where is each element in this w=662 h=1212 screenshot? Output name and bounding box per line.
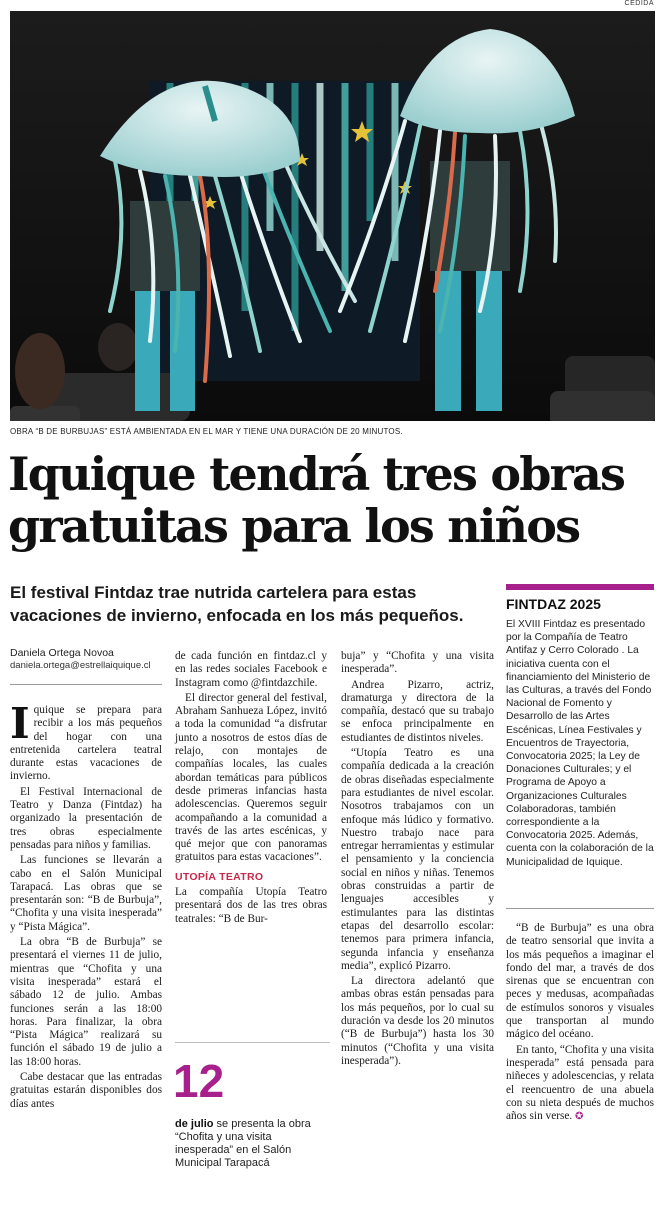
- headline: Iquique tendrá tres obras gratuitas para los niños: [8, 447, 625, 553]
- callout-body: se presenta la obra “Chofita y una visita inesperada” en el Salón Municipal Tarapacá: [175, 1118, 311, 1169]
- end-mark-icon: ✪: [575, 1111, 584, 1123]
- drop-cap: I: [10, 699, 30, 748]
- author-name: Daniela Ortega Novoa: [10, 647, 114, 659]
- callout-divider: [175, 1042, 330, 1043]
- byline-divider: [10, 684, 162, 685]
- paragraph: La compañía Utopía Teatro presentará dos de las tres obras teatrales: “B de Bur-: [175, 886, 327, 925]
- paragraph: buja” y “Chofita y una visita inesperada”.: [341, 650, 494, 676]
- byline: [10, 647, 170, 671]
- article-column-1: [10, 699, 162, 1113]
- sidebar-title: FINTDAZ 2025: [506, 596, 601, 612]
- paragraph: Las funciones se llevarán a cabo en el Salón Municipal Tarapacá. Las obras que se presentarán son: “B de Burbuja”, “Chofita y una visita inesperada” y “Pista Mágica”.: [10, 854, 162, 933]
- paragraph: “Utopía Teatro es una compañía dedicada a la creación de obras diseñadas especialmente para estudiantes de nivel escolar. Nosotros trabajamos con un enfoque más lúdico y formativo. Nuestro trabajo nace para entregar herramientas y estimular el pensamiento y la conciencia social en niños y niñas. Tenemos obras construidas a partir de lenguajes accesibles y estimulantes para las distintas etapas del desarrollo escolar: tenemos para primera infancia, segunda infancia y enseñanza media”, explicó Pizarro.: [341, 747, 494, 972]
- paragraph: de cada función en fintdaz.cl y en las redes sociales Facebook e Instagram como @fintdazchile.: [175, 650, 327, 689]
- paragraph: “B de Burbuja” es una obra de teatro sensorial que invita a los más pequeños a imaginar el fondo del mar, a través de dos sirenas que se encuentran con peces y medusas, acompañadas de estímulos sonoros y visuales que transportan al mundo mágico del océano.: [506, 922, 654, 1041]
- article-photo: [10, 11, 655, 421]
- paragraph: Iquique se prepara para recibir a los más pequeños del hogar con una entretenida cartelera teatral durante estas vacaciones de invierno.: [10, 699, 162, 783]
- article-column-2: [175, 650, 327, 928]
- callout-text: [175, 1118, 330, 1170]
- paragraph: Andrea Pizarro, actriz, dramaturga y directora de la compañía, destacó que su trabajo se enfoca principalmente en estudiantes de distintos niveles.: [341, 678, 494, 744]
- author-email: daniela.ortega@estrellaiquique.cl: [10, 660, 151, 671]
- deck-subtitle: El festival Fintdaz trae nutrida cartelera para estas vacaciones de invierno, enfocada en los más pequeños.: [10, 583, 464, 625]
- callout-number: 12: [173, 1055, 225, 1107]
- sidebar-box: [506, 584, 654, 869]
- paragraph: La obra “B de Burbuja” se presentará el viernes 11 de julio, mientras que “Chofita y una visita inesperada” estará el sábado 12 de julio. Ambas funciones serán a las 18:00 horas. Para finalizar, la obra “Pista Mágica” realizará su función el sábado 19 de julio a las 18:00 horas.: [10, 936, 162, 1068]
- photo-caption: OBRA “B DE BURBUJAS” ESTÁ AMBIENTADA EN EL MAR Y TIENE UNA DURACIÓN DE 20 MINUTOS.: [10, 427, 403, 436]
- article-column-4: [506, 922, 654, 1125]
- jellyfish-stage-illustration: [10, 11, 655, 421]
- section-subhead: UTOPÍA TEATRO: [175, 870, 264, 883]
- paragraph: Cabe destacar que las entradas gratuitas estarán disponibles dos días antes: [10, 1071, 162, 1110]
- article-column-3: [341, 650, 494, 1070]
- paragraph: La directora adelantó que ambas obras están pensadas para los más pequeños, por lo cual su duración va desde los 20 minutos (“B de Burbuja”) hasta los 30 minutos (“Chofita y una visita inesperada”).: [341, 975, 494, 1067]
- paragraph: El director general del festival, Abraham Sanhueza López, invitó a toda la comunidad “a disfrutar junto a nosotros de estos días de relajo, con montajes de compañías locales, las cuales abordan temáticas para públicos desde primeras infancias hasta adolescencias. Queremos seguir acompañando a la comunidad a través de las artes escénicas, y qué mejor que con panoramas gratuitos para estas vacaciones”.: [175, 691, 327, 864]
- paragraph: En tanto, “Chofita y una visita inesperada” está pensada para niñeces y adolescencias, y relata el reencuentro de una abuela con su nieta después de muchos años sin verse. ✪: [506, 1043, 654, 1123]
- sidebar-divider: [506, 908, 654, 909]
- paragraph: El Festival Internacional de Teatro y Danza (Fintdaz) ha organizado la presentación de tres obras especialmente pensadas para niños y familias.: [10, 785, 162, 851]
- sidebar-accent-bar: [506, 584, 654, 590]
- sidebar-text: El XVIII Fintdaz es presentado por la Compañía de Teatro Antifaz y Cerro Colorado . La iniciativa cuenta con el financiamiento del Ministerio de las Culturas, a través del Fondo Nacional de Fomento y Desarrollo de las Artes Escénicas, Línea Festivales y Encuentros de Trayectoria, Convocatoria 2025; la Ley de Donaciones Culturales; y el Programa de Apoyo a Organizaciones Culturales Colaboradoras, también correspondiente a la Convocatoria 2025. Además, cuenta con la colaboración de la Municipalidad de Iquique.: [506, 619, 654, 868]
- photo-credit: CEDIDA: [624, 0, 654, 7]
- callout-bold: de julio: [175, 1118, 214, 1130]
